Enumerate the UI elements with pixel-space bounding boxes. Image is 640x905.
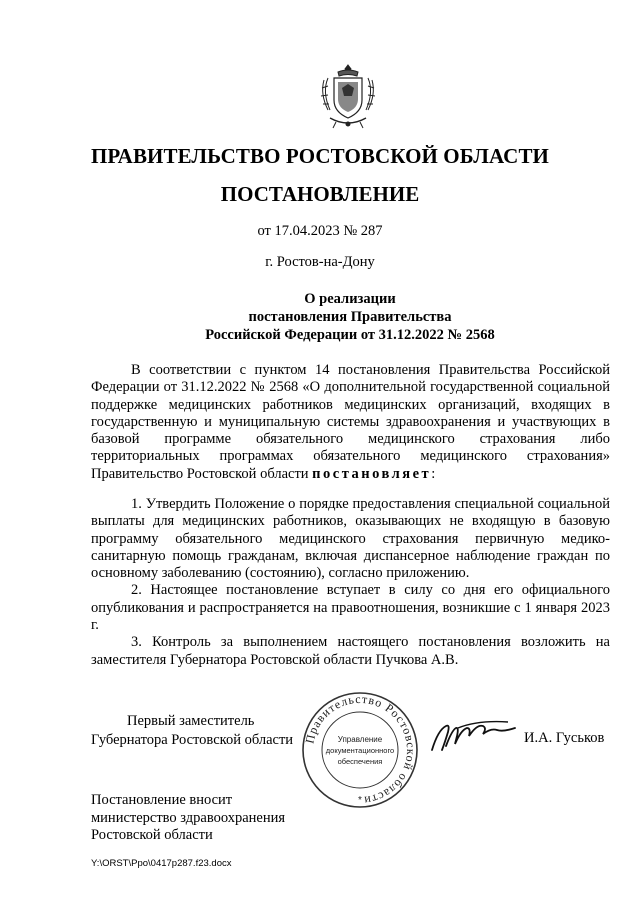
submitter-line-2: министерство здравоохранения xyxy=(91,809,286,826)
position-line-2: Губернатора Ростовской области xyxy=(91,732,294,748)
decree-items xyxy=(91,496,610,669)
stamp-center-line-3: обеспечения xyxy=(337,757,383,766)
subject-line-1: О реализации xyxy=(304,291,396,307)
preamble xyxy=(91,362,610,483)
stamp-star: * xyxy=(358,795,362,806)
decree-item: 2. Настоящее постановление вступает в силу со дня его официального опубликования и распространяется на правоотношения, возникшие с 1 января 2023 г. xyxy=(91,582,610,634)
signatory-name: И.А. Гуськов xyxy=(524,730,605,746)
date-number: от 17.04.2023 № 287 xyxy=(257,223,383,239)
subject-line-3: Российской Федерации от 31.12.2022 № 2568 xyxy=(205,327,495,343)
city: г. Ростов-на-Дону xyxy=(265,254,375,270)
coat-of-arms-icon xyxy=(316,62,380,130)
file-path: Y:\ORST\Ppo\0417p287.f23.docx xyxy=(91,858,232,869)
submitter-line-3: Ростовской области xyxy=(91,827,213,843)
subject-line-2: постановления Правительства xyxy=(248,309,452,325)
handwritten-signature xyxy=(428,716,524,760)
organization-title: ПРАВИТЕЛЬСТВО РОСТОВСКОЙ ОБЛАСТИ xyxy=(91,144,549,168)
preamble-text: В соответствии с пунктом 14 постановления Правительства Российской Федерации от 31.12.2022 № 2568 «О дополнительной государственной социальной поддержке медицинских работников медицинских организаций, входящих в государственную и муниципальную системы здравоохранения и участвующих в базовой программе обязательного медицинского страхования либо территориальных программах обязательного медицинского страхования» Правительство Ростовской области xyxy=(91,362,610,482)
decree-word: постановляет xyxy=(312,465,432,482)
signatory-position xyxy=(91,712,293,750)
stamp-ring-text: Правительство Ростовской области xyxy=(302,691,419,808)
decree-item: 3. Контроль за выполнением настоящего постановления возложить на заместителя Губернатора Ростовской области Пучкова А.В. xyxy=(91,634,610,668)
document-type: ПОСТАНОВЛЕНИЕ xyxy=(220,182,420,206)
stamp-center-line-1: Управление xyxy=(337,735,383,744)
preamble-colon: : xyxy=(431,465,436,482)
position-line-1: Первый заместитель xyxy=(127,713,255,729)
submitter-line-1: Постановление вносит xyxy=(91,792,233,808)
submitter xyxy=(91,792,285,845)
stamp-center-line-2: документационного xyxy=(325,746,395,755)
official-stamp xyxy=(300,690,420,810)
decree-item: 1. Утвердить Положение о порядке предоставления специальной социальной выплаты для медицинских работников, оказывающих не входящую в базовую программу обязательного медицинского страхования первичную медико-санитарную помощь гражданам, включая диспансерное наблюдение граждан по основному заболеванию (состоянию), согласно приложению. xyxy=(91,496,610,582)
document-subject xyxy=(100,290,600,344)
